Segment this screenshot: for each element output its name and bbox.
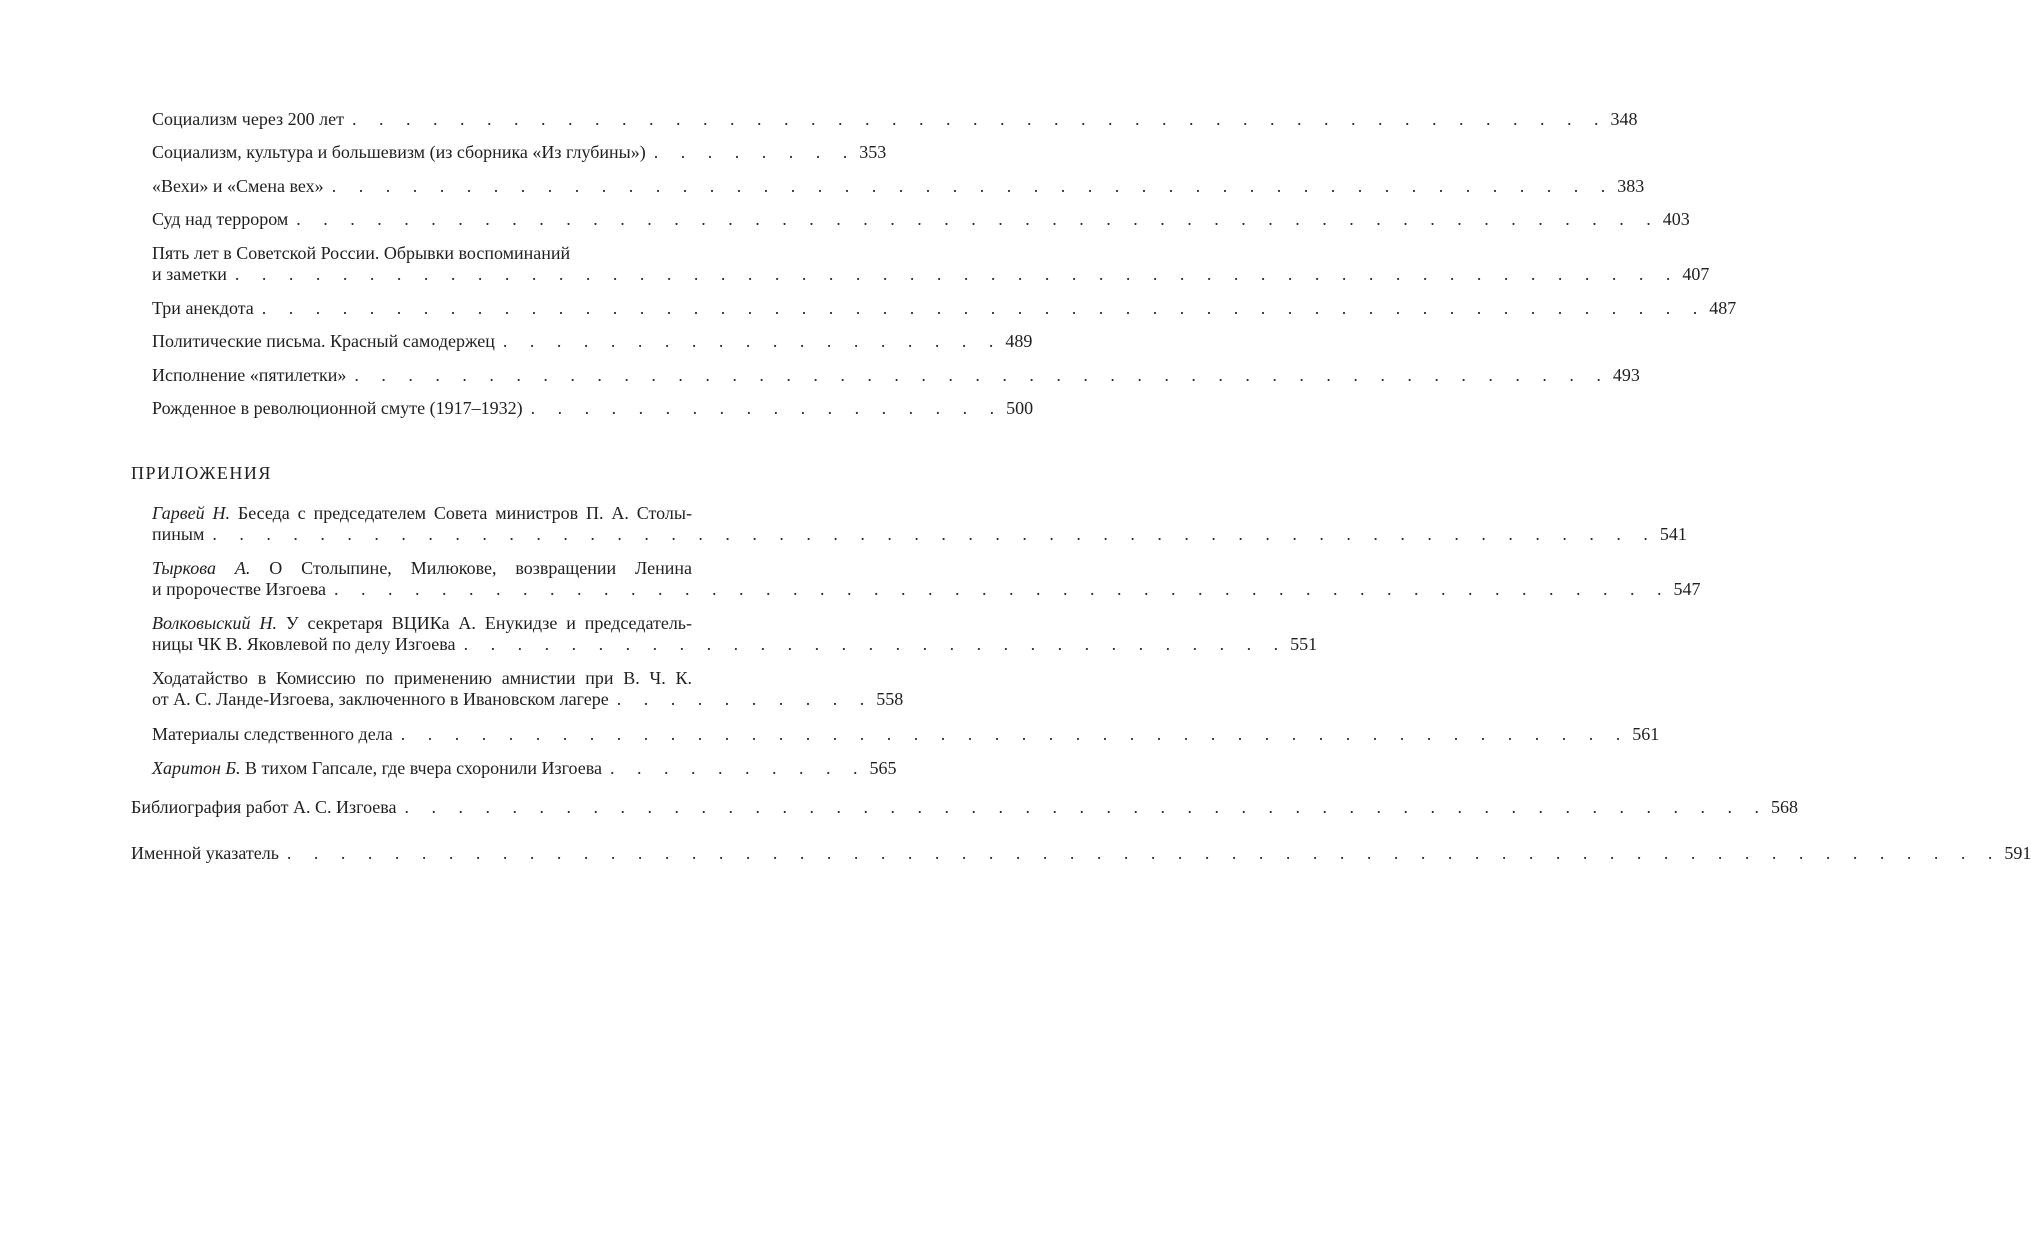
toc-entry[interactable]	[152, 668, 904, 710]
toc-entry[interactable]	[152, 613, 1318, 655]
toc-page-number: 383	[1617, 176, 1645, 196]
toc-page-number: 565	[869, 758, 897, 778]
toc-entry-title: Исполнение «пятилетки»	[152, 365, 347, 385]
toc-leader-dots: . . . . . . . . . . . . . . . . . . . . . . . . . . . . . . . . . . . . . . . . . . . . . . . . . . . . . .	[234, 264, 1680, 284]
toc-entry-author: Волковыский Н.	[152, 613, 277, 633]
toc-leader-dots: . . . . . . . . . . . . . . . . . . . . . . . . . . . . . . . . . . . . . . . . . . . . . . . . . . . . . .	[212, 524, 1657, 544]
toc-leader-dots: . . . . . . . . . . . . . . . . . . . . . . . . . . . . . . . . . . . . . . . . . . . . . . .	[354, 365, 1610, 385]
toc-entry-title: Материалы следственного дела	[152, 724, 393, 744]
toc-entry-author: Тыркова А.	[152, 558, 251, 578]
toc-leader-dots: . . . . . . . . . . . . . . . . . . .	[502, 331, 1003, 351]
toc-entry[interactable]	[152, 176, 1645, 197]
toc-entry-title: Социализм, культура и большевизм (из сборника «Из глубины»)	[152, 142, 646, 162]
toc-page-number: 348	[1610, 109, 1638, 129]
toc-page-number: 489	[1005, 331, 1033, 351]
toc-page-number: 547	[1673, 579, 1701, 599]
toc-leader-dots: . . . . . . . . . . . . . . . . . . . . . . . . . . . . . . . . . . . . . . . . . . . . . . . . . .	[334, 579, 1671, 599]
toc-page-number: 541	[1659, 524, 1687, 544]
toc-leader-dots: . . . . . . . . . . . . . . . . . . . . . . . . . . . . . . . . . . . . . . . . . . . . . .	[400, 724, 1630, 744]
toc-leader-dots: . . . . . . . .	[653, 142, 857, 162]
toc-entry[interactable]	[152, 724, 1660, 745]
toc-entry-title-line1: Тыркова А. О Столыпине, Милюкове, возвращении Ленина	[152, 558, 692, 578]
toc-entry[interactable]	[152, 758, 897, 779]
toc-entry[interactable]	[152, 331, 1033, 352]
toc-entry[interactable]	[152, 243, 1710, 285]
toc-entry[interactable]	[152, 558, 1701, 600]
toc-entry-title: Именной указатель	[131, 843, 279, 863]
toc-entry-title: Социализм через 200 лет	[152, 109, 344, 129]
toc-entry-title: и пророчестве Изгоева	[152, 579, 327, 599]
toc-entry[interactable]	[131, 797, 1799, 818]
toc-entry-title: Библиография работ А. С. Изгоева	[131, 797, 397, 817]
toc-entry[interactable]	[152, 109, 1638, 130]
toc-page-number: 487	[1709, 298, 1737, 318]
toc-entry-title-line1: Пять лет в Советской России. Обрывки воспоминаний	[152, 243, 571, 263]
toc-entry[interactable]	[152, 209, 1690, 230]
toc-page-number: 407	[1682, 264, 1710, 284]
toc-page-number: 591	[2004, 843, 2031, 863]
toc-leader-dots: . . . . . . . . . . . . . . . . . . . . . . . . . . . . . . . . . . . . . . . . . . . . . . . . . . . . . . . . . . . . . . . .	[286, 843, 2002, 863]
toc-entry-title: Три анекдота	[152, 298, 254, 318]
toc-entry[interactable]	[131, 843, 2031, 864]
toc-entry[interactable]	[152, 298, 1737, 319]
toc-entry-title-line1: Ходатайство в Комиссию по применению амнистии при В. Ч. К.	[152, 668, 692, 688]
toc-page-number: 561	[1632, 724, 1660, 744]
toc-leader-dots: . . . . . . . . . . . . . . . . . .	[530, 398, 1004, 418]
toc-entry-author: Харитон Б.	[152, 758, 241, 778]
toc-page-number: 500	[1006, 398, 1034, 418]
toc-entry-author: Гарвей Н.	[152, 503, 230, 523]
toc-entry[interactable]	[152, 398, 1034, 419]
toc-entry-title: Рожденное в революционной смуте (1917–1932)	[152, 398, 523, 418]
toc-entry-title: ницы ЧК В. Яковлевой по делу Изгоева	[152, 634, 456, 654]
toc-entry[interactable]	[152, 365, 1640, 386]
toc-page-number: 551	[1290, 634, 1318, 654]
toc-entry[interactable]	[152, 503, 1687, 545]
toc-leader-dots: . . . . . . . . . . . . . . . . . . . . . . . . . . . . . . . . . . . . . . . . . . . . . . . . . . . . . .	[261, 298, 1707, 318]
toc-entry-title: Харитон Б. В тихом Гапсале, где вчера схоронили Изгоева	[152, 758, 603, 778]
toc-page-number: 353	[859, 142, 887, 162]
toc-leader-dots: . . . . . . . . . . . . . . . . . . . . . . . . . . . . . . . . . . . . . . . . . . . . . . . .	[331, 176, 1615, 196]
toc-page-number: 493	[1612, 365, 1640, 385]
toc-page-number: 403	[1662, 209, 1690, 229]
toc-leader-dots: . . . . . . . . . . . . . . . . . . . . . . . . . . . . . . . . . . . . . . . . . . . . . . .	[351, 109, 1608, 129]
toc-entry-title-line1: Волковыский Н. У секретаря ВЦИКа А. Енукидзе и председатель-	[152, 613, 693, 633]
toc-entry[interactable]	[152, 142, 887, 163]
toc-leader-dots: . . . . . . . . . .	[616, 689, 874, 709]
toc-entry-title-line1: Гарвей Н. Беседа с председателем Совета министров П. А. Столы-	[152, 503, 693, 523]
toc-leader-dots: . . . . . . . . . .	[610, 758, 867, 778]
toc-entry-title: Политические письма. Красный самодержец	[152, 331, 495, 351]
toc-entry-title: пиным	[152, 524, 205, 544]
toc-entry-title: и заметки	[152, 264, 227, 284]
section-heading-appendix: ПРИЛОЖЕНИЯ	[131, 463, 272, 483]
toc-entry-title: «Вехи» и «Смена вех»	[152, 176, 324, 196]
toc-leader-dots: . . . . . . . . . . . . . . . . . . . . . . . . . . . . . . .	[463, 634, 1288, 654]
toc-leader-dots: . . . . . . . . . . . . . . . . . . . . . . . . . . . . . . . . . . . . . . . . . . . . . . . . . . .	[296, 209, 1660, 229]
toc-leader-dots: . . . . . . . . . . . . . . . . . . . . . . . . . . . . . . . . . . . . . . . . . . . . . . . . . . .	[404, 797, 1769, 817]
toc-page-number: 558	[876, 689, 904, 709]
toc-page-number: 568	[1771, 797, 1799, 817]
toc-entry-title: от А. С. Ланде-Изгоева, заключенного в Ивановском лагере	[152, 689, 609, 709]
toc-entry-title: Суд над террором	[152, 209, 289, 229]
